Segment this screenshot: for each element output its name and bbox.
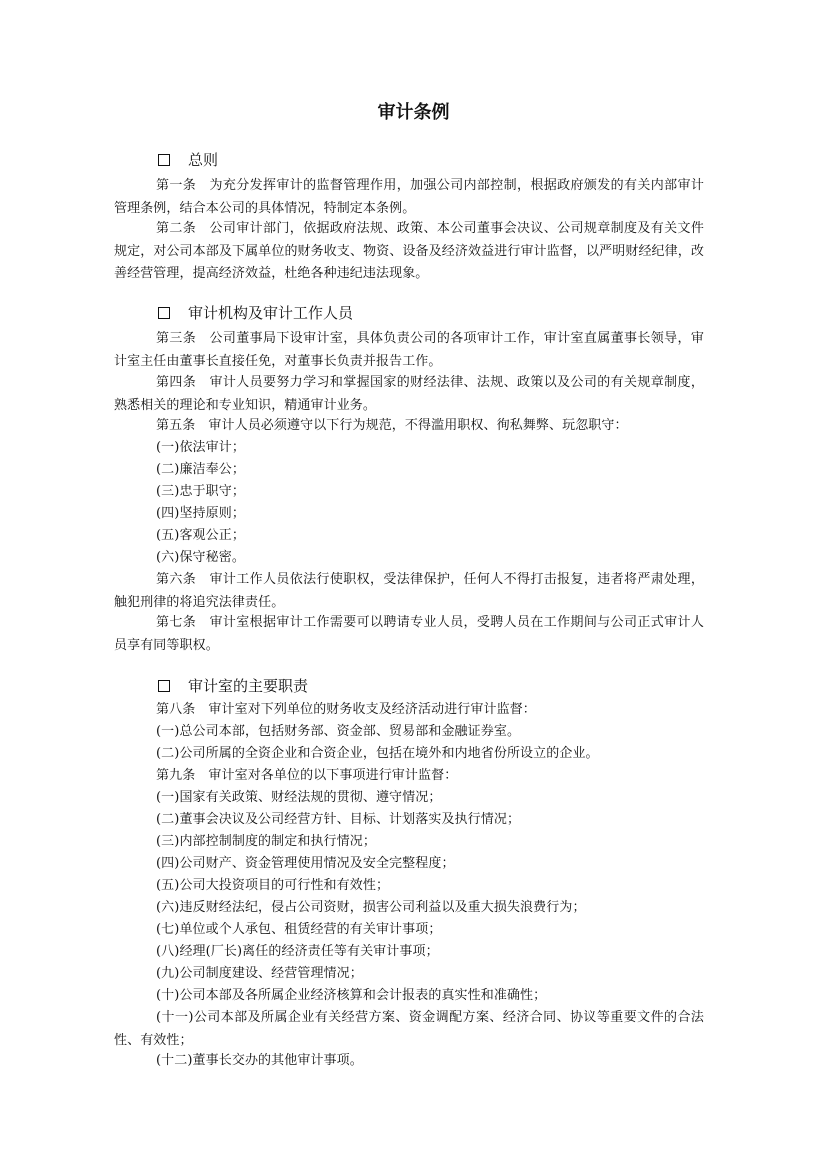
checkbox-square-icon	[158, 307, 170, 319]
list-item: (一)依法审计；	[156, 440, 245, 455]
document-title: 审计条例	[377, 102, 450, 123]
article-8: 第八条 审计室对下列单位的财务收支及经济活动进行审计监督：	[156, 702, 536, 717]
section-heading-audit-organization	[158, 303, 353, 323]
list-item: (四)坚持原则；	[156, 506, 245, 521]
list-item: (二)董事会决议及公司经营方针、目标、计划落实及执行情况；	[156, 812, 521, 827]
checkbox-square-icon	[158, 680, 170, 692]
article-5: 第五条 审计人员必须遵守以下行为规范，不得滥用职权、徇私舞弊、玩忽职守：	[156, 418, 628, 433]
list-item: (五)客观公正；	[156, 528, 245, 543]
section-heading-general	[158, 150, 218, 170]
list-item: (六)违反财经法纪，侵占公司资财，损害公司利益以及重大损失浪费行为；	[156, 900, 586, 915]
list-item: (二)公司所属的全资企业和合资企业，包括在境外和内地省份所设立的企业。	[156, 746, 599, 761]
section-heading-label: 总则	[188, 151, 219, 169]
list-item: (一)总公司本部，包括财务部、资金部、贸易部和金融证券室。	[156, 724, 521, 739]
list-item: (八)经理(厂长)离任的经济责任等有关审计事项；	[156, 944, 439, 959]
list-item: (一)国家有关政策、财经法规的贯彻、遵守情况；	[156, 790, 442, 805]
list-item: (十一)公司本部及所属企业有关经营方案、资金调配方案、经济合同、协议等重要文件的合法性、有效性；	[114, 1010, 704, 1048]
article-3: 第三条 公司董事局下设审计室，具体负责公司的各项审计工作，审计室直属董事长领导，审计室主任由董事长直接任免，对董事长负责并报告工作。	[114, 331, 704, 369]
list-item: (二)廉洁奉公；	[156, 462, 245, 477]
list-item: (三)忠于职守；	[156, 484, 245, 499]
article-4: 第四条 审计人员要努力学习和掌握国家的财经法律、法规、政策以及公司的有关规章制度，熟悉相关的理论和专业知识，精通审计业务。	[114, 375, 704, 413]
list-item: (五)公司大投资项目的可行性和有效性；	[156, 878, 390, 893]
list-item: (十)公司本部及各所属企业经济核算和会计报表的真实性和准确性；	[156, 988, 547, 1003]
article-6: 第六条 审计工作人员依法行使职权，受法律保护，任何人不得打击报复，违者将严肃处理，触犯刑律的将追究法律责任。	[114, 572, 704, 610]
list-item: (七)单位或个人承包、租赁经营的有关审计事项；	[156, 922, 442, 937]
section-heading-label: 审计室的主要职责	[188, 677, 309, 695]
article-1: 第一条 为充分发挥审计的监督管理作用，加强公司内部控制，根据政府颁发的有关内部审计管理条例，结合本公司的具体情况，特制定本条例。	[114, 178, 704, 216]
list-item: (六)保守秘密。	[156, 550, 245, 565]
section-heading-label: 审计机构及审计工作人员	[188, 304, 354, 322]
list-item: (九)公司制度建设、经营管理情况；	[156, 966, 363, 981]
list-item: (三)内部控制制度的制定和执行情况；	[156, 834, 376, 849]
checkbox-square-icon	[158, 154, 170, 166]
article-9: 第九条 审计室对各单位的以下事项进行审计监督：	[156, 768, 458, 783]
list-item: (十二)董事长交办的其他审计事项。	[156, 1053, 363, 1068]
article-2: 第二条 公司审计部门，依据政府法规、政策、本公司董事会决议、公司规章制度及有关文件规定，对公司本部及下属单位的财务收支、物资、设备及经济效益进行审计监督，以严明财经纪律，改善经营管理，提高经济效益，杜绝各种违纪违法现象。	[114, 221, 704, 281]
article-7: 第七条 审计室根据审计工作需要可以聘请专业人员，受聘人员在工作期间与公司正式审计人员享有同等职权。	[114, 615, 704, 653]
list-item: (四)公司财产、资金管理使用情况及安全完整程度；	[156, 856, 455, 871]
section-heading-audit-duties	[158, 676, 308, 696]
